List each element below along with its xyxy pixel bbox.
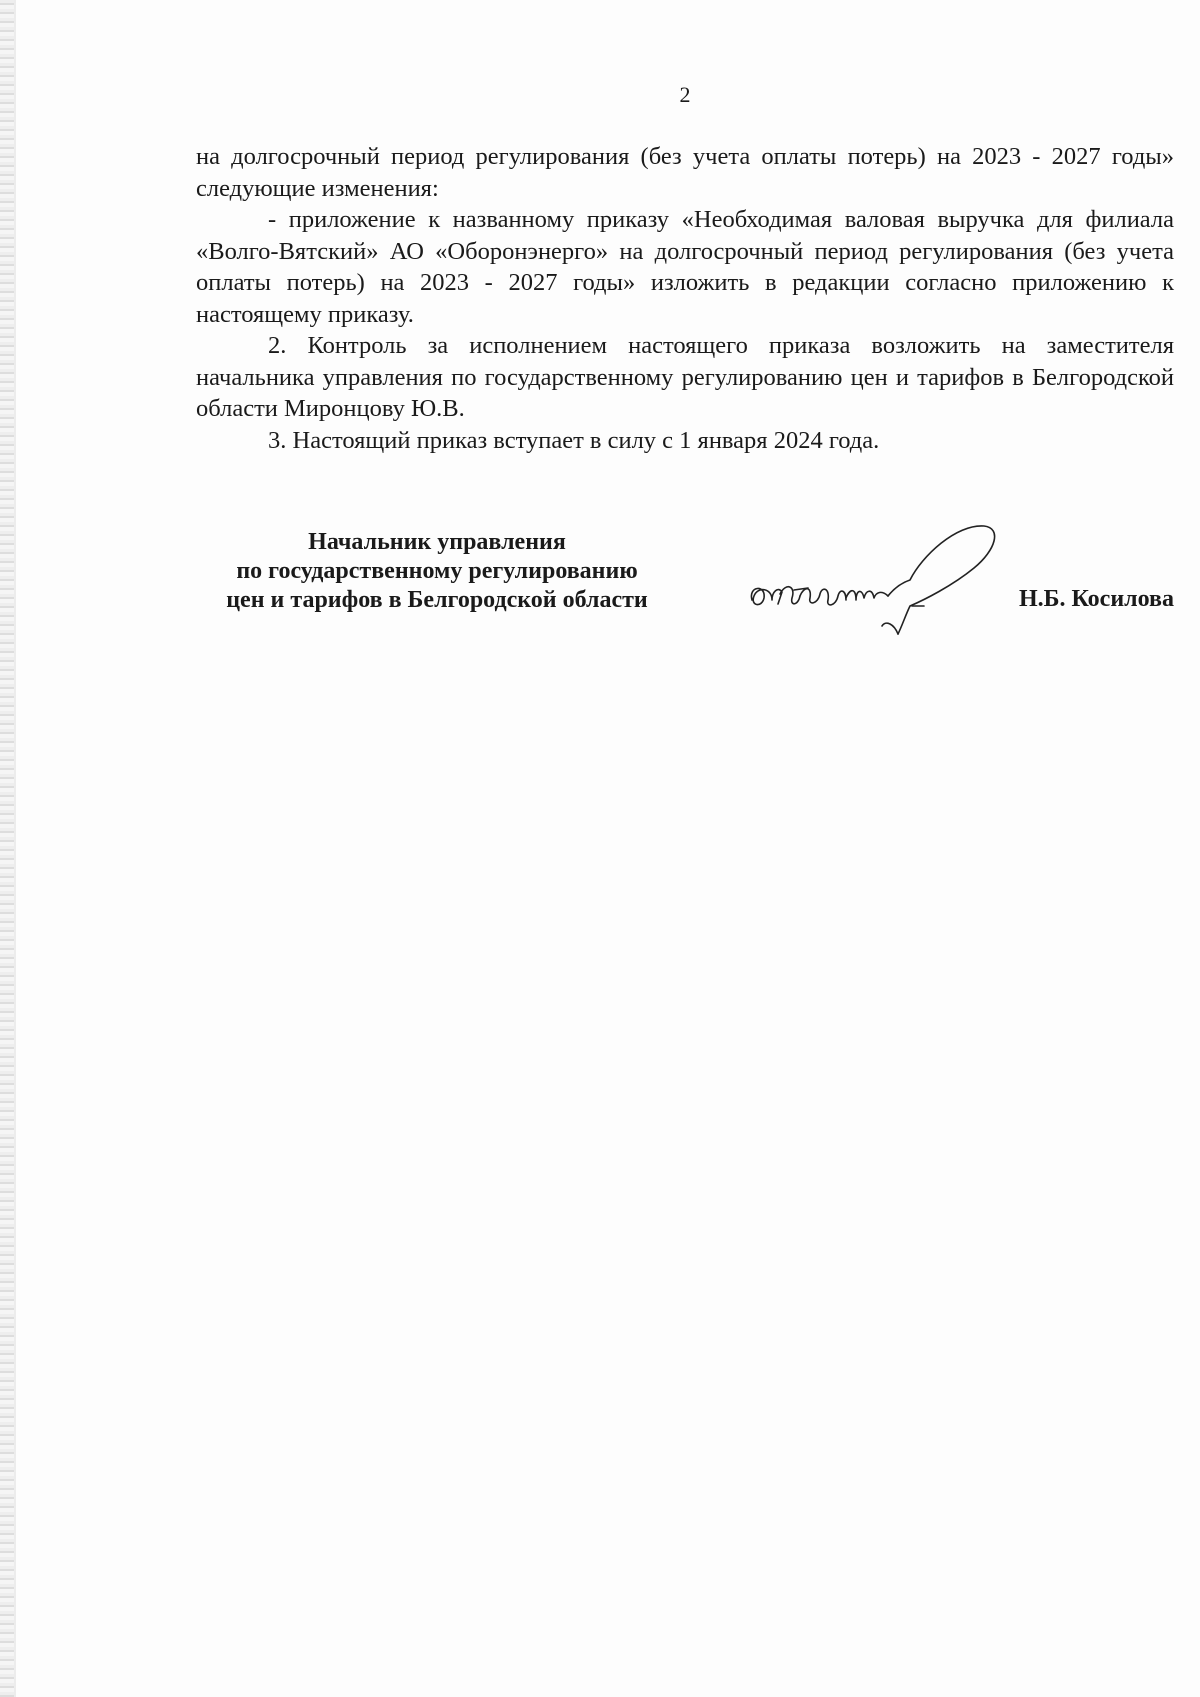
signer-position-line: цен и тарифов в Белгородской области bbox=[226, 587, 648, 613]
signer-position-line: по государственному регулированию bbox=[236, 558, 638, 584]
handwritten-signature bbox=[746, 516, 1036, 651]
signer-position-line: Начальник управления bbox=[308, 529, 566, 555]
paragraph-control: 2. Контроль за исполнением настоящего приказа возложить на заместителя начальника управления по государственному регулированию цен и тарифов в Белгородской области Миронцову Ю.В. bbox=[196, 332, 1174, 422]
paragraph-amendment: - приложение к названному приказу «Необходимая валовая выручка для филиала «Волго-Вятский» АО «Оборонэнерго» на долгосрочный период регулирования (без учета оплаты потерь) на 2023 - 2027 годы» изложить в редакции согласно приложению к настоящему приказу. bbox=[196, 206, 1174, 328]
scan-edge-line bbox=[14, 0, 16, 1697]
paragraph-effective-date: 3. Настоящий приказ вступает в силу с 1 января 2024 года. bbox=[268, 426, 880, 454]
document-body bbox=[196, 141, 1174, 456]
paragraph-continuation: на долгосрочный период регулирования (без учета оплаты потерь) на 2023 - 2027 годы» следующие изменения: bbox=[196, 143, 1174, 202]
signature-block bbox=[196, 528, 1174, 648]
page-number: 2 bbox=[679, 82, 691, 107]
scan-edge-artifact bbox=[0, 0, 14, 1697]
signer-position bbox=[196, 528, 678, 615]
signer-name: Н.Б. Косилова bbox=[1018, 586, 1174, 612]
